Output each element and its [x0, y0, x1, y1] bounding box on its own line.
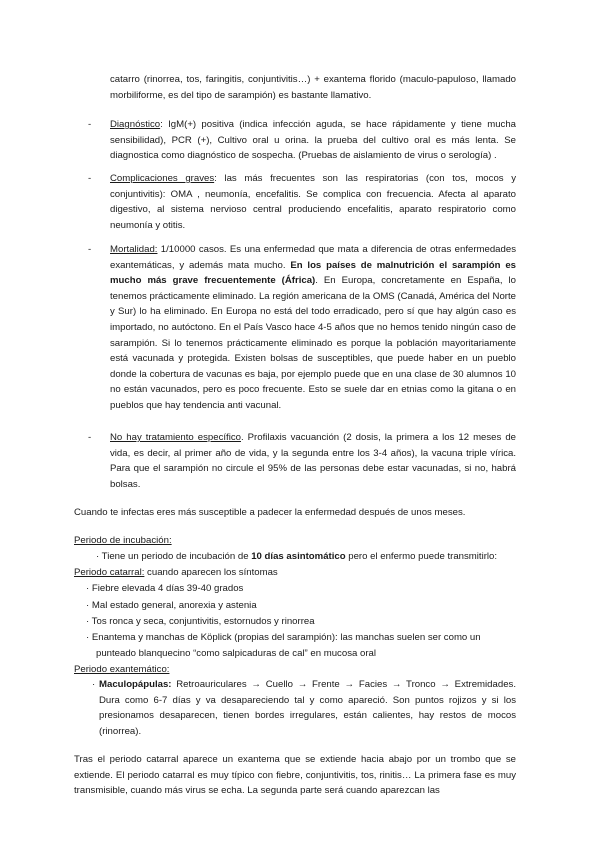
mortalidad-paragraph	[110, 242, 516, 414]
exantematico-heading-text: Periodo exantemático:	[74, 664, 170, 675]
complicaciones-label: Complicaciones graves	[110, 173, 215, 184]
incubacion-pre: · Tiene un periodo de incubación de	[96, 551, 252, 562]
tratamiento-label: No hay tratamiento específico	[110, 432, 241, 443]
incubacion-bold: 10 días asintomático	[251, 551, 346, 562]
list-item: · Tos ronca y seca, conjuntivitis, estornudos y rinorrea	[86, 616, 315, 627]
complicaciones-paragraph	[110, 171, 516, 233]
susceptible-text: Cuando te infectas eres más susceptible a padecer la enfermedad después de unos meses.	[74, 507, 466, 518]
mortalidad-bold: En los países de malnutrición el sarampión es mucho más grave frecuentemente (África)	[110, 259, 516, 287]
list-item: · Enantema y manchas de Köplick (propias del sarampión): las manchas suelen ser como un	[86, 632, 481, 643]
mortalidad-text-2: . En Europa, concretamente en España, lo tenemos prácticamente eliminado. La región americana de la OMS (Canadá, América del Norte y Sur) lo ha eliminado. En Europa no está del todo erradicado, pero sí que hay algún caso es importado, no autóctono. En el País Vasco hace 4-5 años que no hemos tenido ningún caso de sarampión. Si lo tenemos prácticamente eliminado es porque la población mayoritariamente está vacunada y protegida. Existen bolsas de susceptibles, que puede haber en un pueblo donde la cobertura de vacunas es baja, por ejemplo puede que en una clase de 30 alumnos 10 no están vacunados, pero es poco frecuente. Esto se suele dar en etnias como la gitana o en pueblos que hay tendencia anti vacunal.	[110, 275, 517, 411]
catarral-intro: cuando aparecen los síntomas	[144, 567, 278, 578]
complicaciones-text: : las más frecuentes son las respiratorias (con tos, mocos y conjuntivitis): OMA , neumonía, encefalitis. Se complica con frecuencia. Afecta al aparato digestivo, al sistema nervioso central produciendo encefalitis, aparato respiratorio como neumonía y otitis.	[110, 173, 517, 231]
bullet-dash: -	[88, 432, 92, 443]
catarral-heading	[74, 565, 278, 581]
bullet-dash: -	[88, 244, 92, 255]
catarral-heading-text: Periodo catarral:	[74, 567, 145, 578]
incubacion-line	[96, 549, 497, 565]
diagnostico-label: Diagnóstico	[110, 119, 161, 130]
bullet-dash: -	[88, 119, 92, 130]
tratamiento-paragraph	[110, 430, 516, 492]
incubacion-heading	[74, 533, 172, 549]
susceptible-paragraph	[74, 505, 524, 521]
exantematico-text: Retroauriculares → Cuello → Frente → Facies → Tronco → Extremidades. Dura como 6-7 días y va desapareciendo tal y como apareció. Son puntos rojizos y si los presionamos desaparecen, tienen bordes irregulares, están calientes, hay restos de mocos (rinorrea).	[99, 679, 516, 737]
incubacion-post: pero el enfermo puede transmitirlo:	[345, 551, 498, 562]
diagnostico-paragraph	[110, 117, 516, 164]
bullet-dash: -	[88, 173, 92, 184]
list-item: · Mal estado general, anorexia y astenia	[86, 600, 257, 611]
diagnostico-text: : IgM(+) positiva (indica infección aguda, se hace rápidamente y tiene mucha sensibilidad), PCR (+), Cultivo oral u orina. la prueba del cultivo oral es más lenta. Se diagnostica como diagnóstico de sospecha. (Pruebas de aislamiento de virus o serología) .	[110, 119, 516, 162]
tratamiento-text: . Profilaxis vacuanción (2 dosis, la primera a los 12 meses de vida, es decir, al primer año de vida, y la segunda entre los 3-4 años), la vacuna triple vírica. Para que el sarampión no circule el 95% de las personas debe estar vacunadas, si no, habrá bolsas.	[110, 432, 517, 490]
final-text: Tras el periodo catarral aparece un exantema que se extiende hacia abajo por un trombo que se extiende. El periodo catarral es muy típico con fiebre, conjuntivitis, tos, rinitis… La primera fase es muy transmisible, cuando más virus se echa. La segunda parte será cuando aparezcan las	[74, 754, 516, 797]
list-item-continuation: punteado blanquecino “como salpicaduras de cal” en mucosa oral	[96, 648, 376, 659]
exantematico-heading	[74, 662, 169, 678]
list-item: · Fiebre elevada 4 días 39-40 grados	[86, 583, 244, 594]
final-paragraph	[74, 752, 516, 799]
intro-text: catarro (rinorrea, tos, faringitis, conjuntivitis…) + exantema florido (maculo-papuloso, llamado morbiliforme, es del tipo de sarampión) es bastante llamativo.	[110, 74, 516, 101]
exantematico-bullet: ·	[92, 679, 96, 690]
intro-paragraph	[110, 72, 516, 103]
incubacion-heading-text: Periodo de incubación:	[74, 535, 172, 546]
exantematico-paragraph	[99, 677, 516, 739]
mortalidad-label: Mortalidad:	[110, 244, 158, 255]
mortalidad-text-1: 1/10000 casos. Es una enfermedad que mata a diferencia de otras enfermedades exantemáticas, y además mata mucho.	[110, 244, 516, 271]
exantematico-bold: Maculopápulas:	[99, 679, 172, 690]
